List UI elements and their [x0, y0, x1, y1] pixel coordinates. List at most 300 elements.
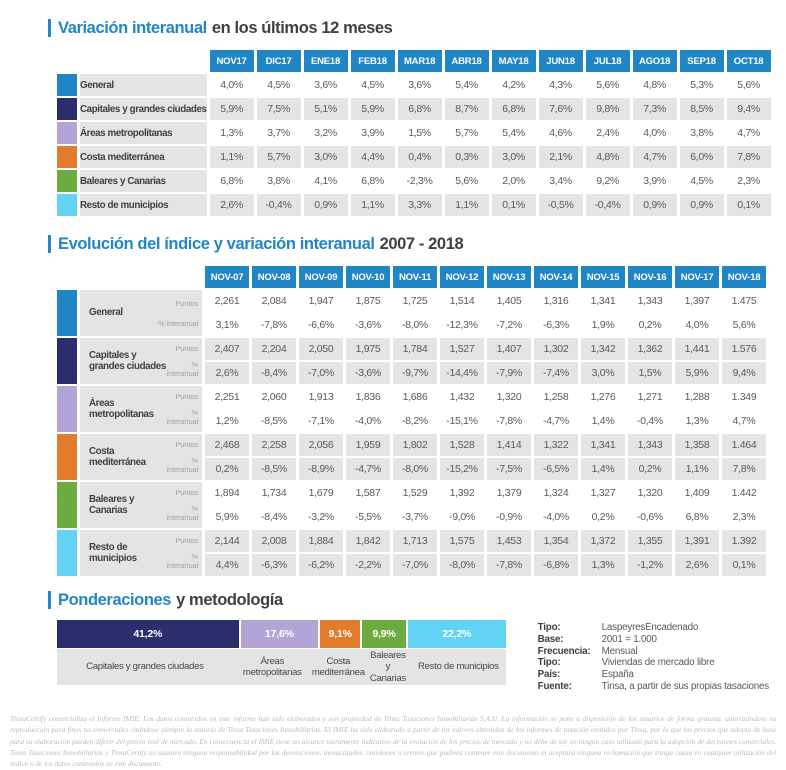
puntos-cell: 1,725	[393, 290, 437, 312]
value-cell: 3,9%	[633, 170, 677, 192]
value-cell: 0,9%	[304, 194, 348, 216]
interanual-cell: -8,0%	[393, 458, 437, 480]
interanual-cell: -8,2%	[393, 410, 437, 432]
interanual-cell: -1,2%	[628, 554, 672, 576]
column-header: NOV-12	[440, 266, 484, 288]
interanual-cell: 1,4%	[581, 410, 625, 432]
column-header: NOV-16	[628, 266, 672, 288]
row-label-wrap	[80, 483, 202, 527]
interanual-cell: -6,6%	[299, 314, 343, 336]
value-cell: 3,4%	[539, 170, 583, 192]
column-header: NOV-15	[581, 266, 625, 288]
value-cell: 4,2%	[492, 74, 536, 96]
variacion-table	[54, 48, 774, 218]
puntos-cell: 2,084	[252, 290, 296, 312]
row-label	[80, 386, 202, 432]
interanual-cell: -0,4%	[628, 410, 672, 432]
puntos-cell: 2,144	[205, 530, 249, 552]
table-row	[57, 122, 771, 144]
row-label	[80, 530, 202, 576]
value-cell: 1,3%	[210, 122, 254, 144]
column-header: JUN18	[539, 50, 583, 72]
row-label-wrap	[80, 291, 202, 335]
puntos-cell: 1,587	[346, 482, 390, 504]
puntos-cell: 1,836	[346, 386, 390, 408]
value-cell: 5,7%	[445, 122, 489, 144]
value-cell: 0,9%	[680, 194, 724, 216]
section-title-ponderaciones	[48, 590, 786, 610]
value-cell: 4,5%	[680, 170, 724, 192]
value-cell: 5,9%	[210, 98, 254, 120]
value-cell: 4,6%	[539, 122, 583, 144]
puntos-cell: 1,343	[628, 434, 672, 456]
puntos-cell: 1,354	[534, 530, 578, 552]
value-cell: 3,6%	[398, 74, 442, 96]
metadata-label: Base:	[537, 633, 564, 645]
table-row-puntos	[57, 386, 766, 408]
interanual-cell: -6,3%	[252, 554, 296, 576]
metadata-row	[538, 646, 769, 658]
table-row-puntos	[57, 338, 766, 360]
puntos-cell: 1,713	[393, 530, 437, 552]
puntos-cell: 1,414	[487, 434, 531, 456]
puntos-cell: 1.576	[722, 338, 766, 360]
row-label-text: Costa mediterránea	[89, 445, 146, 468]
puntos-cell: 1,391	[675, 530, 719, 552]
row-sublabel: % interanual	[166, 407, 198, 426]
value-cell: 5,4%	[445, 74, 489, 96]
weight-segment: 41,2%	[57, 620, 239, 648]
value-cell: 1,5%	[398, 122, 442, 144]
interanual-cell: -7,8%	[487, 410, 531, 432]
puntos-cell: 1,409	[675, 482, 719, 504]
value-cell: 3,3%	[398, 194, 442, 216]
title-highlight: Evolución del índice y variación interanual	[58, 234, 375, 253]
row-color-swatch	[57, 146, 77, 168]
interanual-cell: -9,7%	[393, 362, 437, 384]
interanual-cell: -15,2%	[440, 458, 484, 480]
interanual-cell: -7,4%	[534, 362, 578, 384]
puntos-cell: 1,734	[252, 482, 296, 504]
puntos-cell: 1,341	[581, 434, 625, 456]
interanual-cell: 1,4%	[581, 458, 625, 480]
value-cell: 6,0%	[680, 146, 724, 168]
puntos-cell: 1,358	[675, 434, 719, 456]
value-cell: 8,7%	[445, 98, 489, 120]
row-sublabel: Puntos	[175, 536, 198, 546]
column-header: NOV-14	[534, 266, 578, 288]
value-cell: -0,5%	[539, 194, 583, 216]
puntos-cell: 1,875	[346, 290, 390, 312]
metadata-label: País:	[537, 669, 561, 681]
puntos-cell: 1,959	[346, 434, 390, 456]
weight-segment-label: Costa mediterránea	[311, 655, 365, 678]
row-label: Capitales y grandes ciudades	[80, 98, 207, 120]
interanual-cell: 4,0%	[675, 314, 719, 336]
row-sublabel: % interanual	[166, 551, 198, 570]
puntos-cell: 1.392	[722, 530, 766, 552]
value-cell: 2,4%	[586, 122, 630, 144]
value-cell: 5,6%	[586, 74, 630, 96]
interanual-cell: -8,0%	[393, 314, 437, 336]
interanual-cell: -7,1%	[299, 410, 343, 432]
puntos-cell: 2,468	[205, 434, 249, 456]
value-cell: 0,1%	[727, 194, 771, 216]
column-header: NOV-07	[205, 266, 249, 288]
row-color-swatch	[57, 122, 77, 144]
value-cell: 8,5%	[680, 98, 724, 120]
interanual-cell: -7,8%	[487, 554, 531, 576]
column-header: NOV-09	[299, 266, 343, 288]
row-color-swatch	[57, 74, 77, 96]
weights-labels	[57, 649, 506, 685]
interanual-cell: 0,2%	[628, 314, 672, 336]
column-header: MAY18	[492, 50, 536, 72]
row-sublabel: % interanual	[158, 318, 198, 328]
table-corner-spacer	[57, 50, 207, 72]
interanual-cell: -6,2%	[299, 554, 343, 576]
puntos-cell: 1,302	[534, 338, 578, 360]
row-color-swatch	[57, 98, 77, 120]
weight-segment: 17,6%	[241, 620, 319, 648]
interanual-cell: -3,6%	[346, 314, 390, 336]
metadata-value: 2001 = 1.000	[601, 633, 657, 645]
value-cell: 0,3%	[445, 146, 489, 168]
row-sublabels	[158, 293, 198, 333]
interanual-cell: 6,8%	[675, 506, 719, 528]
puntos-cell: 1,686	[393, 386, 437, 408]
interanual-cell: -7,2%	[487, 314, 531, 336]
puntos-cell: 1,372	[581, 530, 625, 552]
row-label	[80, 434, 202, 480]
column-header: SEP18	[680, 50, 724, 72]
weight-segment-label: Áreas metropolitanas	[242, 655, 302, 678]
row-label-text: General	[89, 307, 123, 319]
puntos-cell: 1,320	[487, 386, 531, 408]
column-header: AGO18	[633, 50, 677, 72]
column-header: JUL18	[586, 50, 630, 72]
value-cell: 4,4%	[351, 146, 395, 168]
value-cell: -2,3%	[398, 170, 442, 192]
table-row-puntos	[57, 482, 766, 504]
column-header-row	[57, 266, 766, 288]
row-sublabels	[165, 389, 198, 429]
interanual-cell: -8,5%	[252, 458, 296, 480]
evolucion-table	[54, 264, 769, 578]
table-row	[57, 170, 771, 192]
table-row	[57, 146, 771, 168]
column-header: OCT18	[727, 50, 771, 72]
interanual-cell: 0,1%	[722, 554, 766, 576]
interanual-cell: 1,3%	[675, 410, 719, 432]
title-rest: en los últimos 12 meses	[211, 18, 393, 37]
interanual-cell: 1,5%	[628, 362, 672, 384]
interanual-cell: -6,5%	[534, 458, 578, 480]
column-header: NOV-18	[722, 266, 766, 288]
value-cell: 6,8%	[492, 98, 536, 120]
row-label-wrap	[80, 339, 202, 383]
puntos-cell: 2,204	[252, 338, 296, 360]
puntos-cell: 1,514	[440, 290, 484, 312]
column-header: ABR18	[445, 50, 489, 72]
row-sublabel: Puntos	[175, 344, 198, 354]
value-cell: 3,9%	[351, 122, 395, 144]
puntos-cell: 1,342	[581, 338, 625, 360]
table-row	[57, 74, 771, 96]
value-cell: 1,1%	[445, 194, 489, 216]
value-cell: 3,2%	[304, 122, 348, 144]
interanual-cell: 1,1%	[675, 458, 719, 480]
weight-segment: 9,1%	[320, 620, 360, 648]
puntos-cell: 2,261	[205, 290, 249, 312]
interanual-cell: 3,1%	[205, 314, 249, 336]
value-cell: 2,1%	[539, 146, 583, 168]
puntos-cell: 1.442	[722, 482, 766, 504]
row-label	[80, 482, 202, 528]
ponderaciones-row	[57, 620, 769, 693]
value-cell: 4,1%	[304, 170, 348, 192]
value-cell: 4,8%	[633, 74, 677, 96]
puntos-cell: 1,355	[628, 530, 672, 552]
interanual-cell: 5,6%	[722, 314, 766, 336]
row-sublabels	[164, 533, 198, 573]
row-color-swatch	[57, 194, 77, 216]
value-cell: 2,6%	[210, 194, 254, 216]
column-header: NOV-17	[675, 266, 719, 288]
interanual-cell: 3,0%	[581, 362, 625, 384]
section-evolucion-indice	[0, 234, 786, 578]
value-cell: 1,1%	[351, 194, 395, 216]
interanual-cell: 0,2%	[581, 506, 625, 528]
row-color-swatch	[57, 290, 77, 336]
interanual-cell: -6,3%	[534, 314, 578, 336]
value-cell: 4,0%	[210, 74, 254, 96]
interanual-cell: 2,6%	[675, 554, 719, 576]
section-title-variacion	[48, 18, 786, 38]
interanual-cell: -4,7%	[346, 458, 390, 480]
interanual-cell: 4,7%	[722, 410, 766, 432]
puntos-cell: 1,679	[299, 482, 343, 504]
weights-bar-chart	[57, 620, 506, 693]
value-cell: 3,8%	[680, 122, 724, 144]
interanual-cell: 7,8%	[722, 458, 766, 480]
interanual-cell: -14,4%	[440, 362, 484, 384]
weight-segment-label: Resto de municipios	[417, 661, 499, 673]
puntos-cell: 1,441	[675, 338, 719, 360]
puntos-cell: 1,407	[487, 338, 531, 360]
value-cell: 4,3%	[539, 74, 583, 96]
row-label	[80, 290, 202, 336]
value-cell: 6,8%	[351, 170, 395, 192]
row-sublabel: Puntos	[175, 298, 198, 308]
value-cell: 2,3%	[727, 170, 771, 192]
puntos-cell: 2,056	[299, 434, 343, 456]
row-color-swatch	[57, 434, 77, 480]
puntos-cell: 1,529	[393, 482, 437, 504]
row-label-text: Áreas metropolitanas	[89, 397, 154, 420]
interanual-cell: 5,9%	[205, 506, 249, 528]
row-label-wrap	[80, 387, 202, 431]
value-cell: 0,1%	[492, 194, 536, 216]
row-sublabel: Puntos	[175, 488, 198, 498]
interanual-cell: 4,4%	[205, 554, 249, 576]
value-cell: 4,0%	[633, 122, 677, 144]
weight-segment: 22,2%	[408, 620, 506, 648]
puntos-cell: 1,802	[393, 434, 437, 456]
metadata-value: LaspeyresEncadenado	[601, 622, 699, 633]
interanual-cell: -7,8%	[252, 314, 296, 336]
value-cell: 6,8%	[210, 170, 254, 192]
interanual-cell: -4,0%	[534, 506, 578, 528]
row-sublabel: % interanual	[166, 455, 198, 474]
value-cell: 7,8%	[727, 146, 771, 168]
row-label-text: Resto de municipios	[89, 541, 137, 564]
value-cell: 0,9%	[633, 194, 677, 216]
value-cell: 3,6%	[304, 74, 348, 96]
metadata-label: Frecuencia:	[537, 645, 591, 657]
value-cell: 3,0%	[304, 146, 348, 168]
column-header: NOV-08	[252, 266, 296, 288]
title-accent-bar	[48, 591, 51, 609]
metadata-row	[538, 681, 769, 693]
column-header: ENE18	[304, 50, 348, 72]
puntos-cell: 1,397	[675, 290, 719, 312]
row-label: Resto de municipios	[80, 194, 207, 216]
row-color-swatch	[57, 338, 77, 384]
interanual-cell: -8,4%	[252, 506, 296, 528]
interanual-cell: -7,0%	[299, 362, 343, 384]
puntos-cell: 1,975	[346, 338, 390, 360]
row-label-wrap	[80, 435, 202, 479]
section-ponderaciones	[0, 590, 786, 693]
puntos-cell: 2,251	[205, 386, 249, 408]
puntos-cell: 2,008	[252, 530, 296, 552]
puntos-cell: 1.464	[722, 434, 766, 456]
metadata-value: España	[601, 669, 634, 681]
row-sublabel: % interanual	[166, 359, 198, 378]
row-sublabels	[167, 341, 198, 381]
puntos-cell: 1,362	[628, 338, 672, 360]
table-row-puntos	[57, 530, 766, 552]
title-rest: y metodología	[176, 590, 283, 609]
puntos-cell: 2,060	[252, 386, 296, 408]
row-color-swatch	[57, 530, 77, 576]
row-label-text: Capitales y grandes ciudades	[89, 349, 166, 372]
row-color-swatch	[57, 170, 77, 192]
value-cell: 4,7%	[727, 122, 771, 144]
puntos-cell: 1,276	[581, 386, 625, 408]
row-sublabel: Puntos	[175, 392, 198, 402]
puntos-cell: 1.349	[722, 386, 766, 408]
value-cell: 5,6%	[727, 74, 771, 96]
puntos-cell: 1,405	[487, 290, 531, 312]
interanual-cell: 2,6%	[205, 362, 249, 384]
interanual-cell: 5,9%	[675, 362, 719, 384]
metadata-label: Tipo:	[537, 657, 561, 669]
value-cell: 4,5%	[257, 74, 301, 96]
puntos-cell: 1,392	[440, 482, 484, 504]
metadata-row	[538, 634, 769, 646]
table-row	[57, 194, 771, 216]
puntos-cell: 1,913	[299, 386, 343, 408]
value-cell: 5,9%	[351, 98, 395, 120]
row-color-swatch	[57, 482, 77, 528]
metadata-row	[538, 669, 769, 681]
interanual-cell: 9,4%	[722, 362, 766, 384]
interanual-cell: 0,2%	[205, 458, 249, 480]
interanual-cell: -3,7%	[393, 506, 437, 528]
value-cell: 4,7%	[633, 146, 677, 168]
puntos-cell: 1,322	[534, 434, 578, 456]
interanual-cell: -7,5%	[487, 458, 531, 480]
puntos-cell: 1,432	[440, 386, 484, 408]
metadata-row	[538, 657, 769, 669]
puntos-cell: 1,453	[487, 530, 531, 552]
row-sublabel: Puntos	[175, 440, 198, 450]
value-cell: 3,7%	[257, 122, 301, 144]
value-cell: 7,3%	[633, 98, 677, 120]
value-cell: 3,0%	[492, 146, 536, 168]
puntos-cell: 1,341	[581, 290, 625, 312]
column-header: NOV17	[210, 50, 254, 72]
interanual-cell: -12,3%	[440, 314, 484, 336]
title-accent-bar	[48, 19, 51, 37]
value-cell: 9,2%	[586, 170, 630, 192]
section-variacion-interanual	[0, 18, 786, 218]
value-cell: 5,1%	[304, 98, 348, 120]
row-label: Áreas metropolitanas	[80, 122, 207, 144]
interanual-cell: -0,6%	[628, 506, 672, 528]
value-cell: -0,4%	[586, 194, 630, 216]
puntos-cell: 1,271	[628, 386, 672, 408]
puntos-cell: 1,527	[440, 338, 484, 360]
value-cell: 4,8%	[586, 146, 630, 168]
interanual-cell: -6,8%	[534, 554, 578, 576]
value-cell: 5,7%	[257, 146, 301, 168]
row-sublabels	[163, 485, 198, 525]
weights-bar	[57, 620, 506, 648]
interanual-cell: -2,2%	[346, 554, 390, 576]
row-sublabel: % interanual	[166, 503, 198, 522]
interanual-cell: 0,2%	[628, 458, 672, 480]
weight-segment-label: Capitales y grandes ciudades	[86, 661, 204, 673]
value-cell: 1,1%	[210, 146, 254, 168]
row-sublabels	[163, 437, 198, 477]
metadata-label: Tipo:	[537, 622, 561, 633]
interanual-cell: -15,1%	[440, 410, 484, 432]
interanual-cell: 1,3%	[581, 554, 625, 576]
column-header: NOV-10	[346, 266, 390, 288]
interanual-cell: 2,3%	[722, 506, 766, 528]
value-cell: 2,0%	[492, 170, 536, 192]
puntos-cell: 1,528	[440, 434, 484, 456]
column-header: NOV-11	[393, 266, 437, 288]
puntos-cell: 2,407	[205, 338, 249, 360]
title-highlight: Ponderaciones	[58, 590, 172, 609]
row-label: Costa mediterránea	[80, 146, 207, 168]
metadata-value: Viviendas de mercado libre	[601, 657, 715, 669]
puntos-cell: 1,258	[534, 386, 578, 408]
puntos-cell: 1,379	[487, 482, 531, 504]
metadata-row	[538, 622, 769, 634]
column-header: NOV-13	[487, 266, 531, 288]
interanual-cell: -8,9%	[299, 458, 343, 480]
weight-segment-label: Baleares y Canarias	[369, 650, 406, 684]
puntos-cell: 1,324	[534, 482, 578, 504]
metadata-value: Mensual	[601, 645, 638, 657]
interanual-cell: -5,5%	[346, 506, 390, 528]
interanual-cell: -0,9%	[487, 506, 531, 528]
